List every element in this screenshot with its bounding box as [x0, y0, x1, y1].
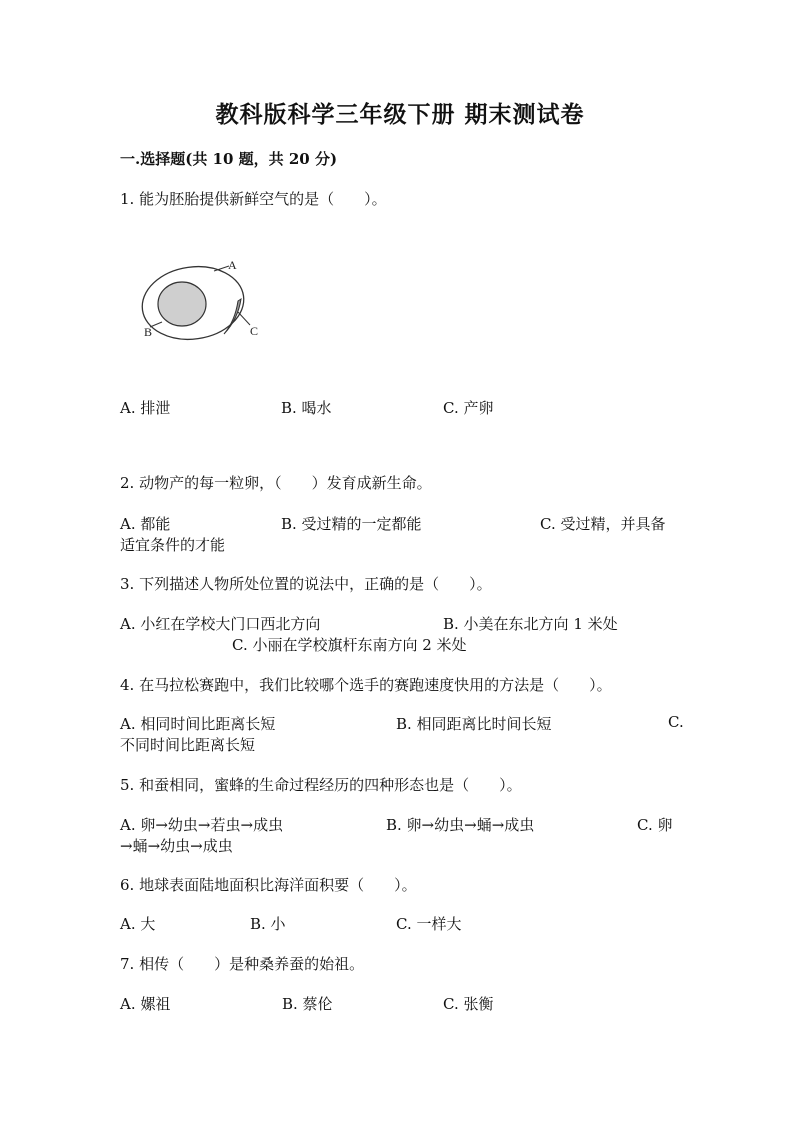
question-1-stem: 1. 能为胚胎提供新鲜空气的是（ ）。 — [120, 190, 387, 208]
label-a: A — [228, 258, 237, 272]
q2-option-a: A. 都能 — [120, 515, 171, 533]
q6-option-c: C. 一样大 — [396, 915, 462, 933]
section-heading: 一.选择题(共 10 题，共 20 分) — [120, 150, 338, 168]
question-3-stem: 3. 下列描述人物所处位置的说法中，正确的是（ ）。 — [120, 575, 492, 593]
egg-structure-diagram — [140, 255, 270, 350]
q1-option-a: A. 排泄 — [120, 399, 171, 417]
q3-option-b: B. 小美在东北方向 1 米处 — [443, 615, 618, 633]
label-b: B — [144, 325, 153, 339]
question-6-stem: 6. 地球表面陆地面积比海洋面积要（ ）。 — [120, 876, 417, 894]
q1-option-b: B. 喝水 — [281, 399, 332, 417]
question-7-stem: 7. 相传（ ）是种桑养蚕的始祖。 — [120, 955, 365, 973]
q2-option-c-cont: 适宜条件的才能 — [120, 536, 226, 554]
question-4-stem: 4. 在马拉松赛跑中，我们比较哪个选手的赛跑速度快用的方法是（ ）。 — [120, 676, 612, 694]
q4-option-c: C. — [668, 713, 684, 731]
q7-option-c: C. 张衡 — [443, 995, 494, 1013]
question-2-stem: 2. 动物产的每一粒卵，（ ）发育成新生命。 — [120, 474, 432, 492]
label-c: C — [250, 324, 259, 338]
q1-option-c: C. 产卵 — [443, 399, 494, 417]
q4-option-b: B. 相同距离比时间长短 — [396, 715, 552, 733]
egg-yolk — [158, 282, 206, 326]
q5-option-c-cont: →蛹→幼虫→成虫 — [120, 837, 233, 855]
q2-option-b: B. 受过精的一定都能 — [281, 515, 422, 533]
q7-option-b: B. 蔡伦 — [282, 995, 333, 1013]
question-5-stem: 5. 和蚕相同，蜜蜂的生命过程经历的四种形态也是（ ）。 — [120, 776, 522, 794]
q7-option-a: A. 嫘祖 — [120, 995, 171, 1013]
page-title: 教科版科学三年级下册 期末测试卷 — [215, 101, 585, 128]
q5-option-b: B. 卵→幼虫→蛹→成虫 — [386, 816, 535, 834]
q3-option-a: A. 小红在学校大门口西北方向 — [120, 615, 321, 633]
q2-option-c: C. 受过精，并具备 — [540, 515, 666, 533]
q5-option-a: A. 卵→幼虫→若虫→成虫 — [120, 816, 284, 834]
q3-option-c: C. 小丽在学校旗杆东南方向 2 米处 — [232, 636, 467, 654]
q5-option-c: C. 卵 — [637, 816, 673, 834]
q6-option-b: B. 小 — [250, 915, 286, 933]
q4-option-c-cont: 不同时间比距离长短 — [120, 736, 256, 754]
q4-option-a: A. 相同时间比距离长短 — [120, 715, 276, 733]
q6-option-a: A. 大 — [120, 915, 156, 933]
